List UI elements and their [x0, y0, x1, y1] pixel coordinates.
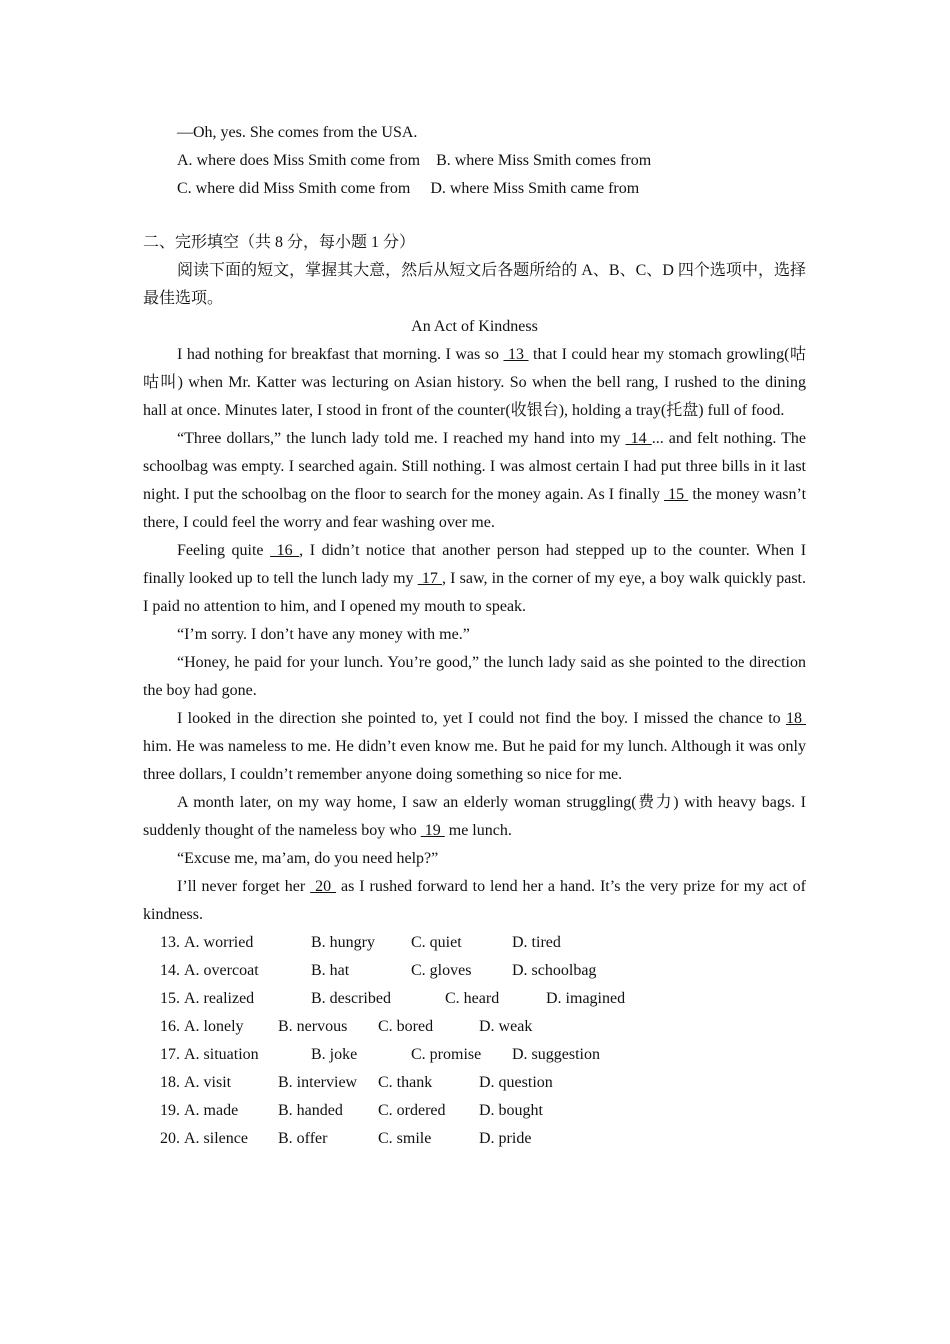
option-a: A. made	[184, 1102, 239, 1119]
option-c: C. ordered	[378, 1102, 446, 1119]
prev-options-cd	[143, 175, 806, 203]
option-b: B. described	[311, 990, 391, 1007]
option-c: C. thank	[378, 1074, 433, 1091]
blank-19: 19	[420, 822, 445, 839]
text: “Three dollars,” the lunch lady told me. I reached my hand into my	[177, 430, 626, 447]
question-number: 13.	[160, 934, 180, 951]
question-number: 20.	[160, 1130, 180, 1147]
text: him. He was nameless to me. He didn’t even know me. But he paid for my lunch. Although it was only three dollars, I couldn’t remember anyone doing something so nice for me.	[143, 738, 806, 783]
question-list	[143, 929, 806, 1153]
blank-16: 16	[270, 542, 300, 559]
passage-paragraph-6	[143, 705, 806, 789]
option-a: A. silence	[184, 1130, 248, 1147]
passage-paragraph-7	[143, 789, 806, 845]
question-row	[143, 957, 806, 985]
passage-paragraph-3	[143, 537, 806, 621]
option-d: D. schoolbag	[512, 962, 597, 979]
option-d: D. pride	[479, 1130, 532, 1147]
question-row	[143, 1097, 806, 1125]
prev-option-b: B. where Miss Smith comes from	[436, 152, 652, 169]
option-c: C. promise	[411, 1046, 482, 1063]
question-number: 14.	[160, 962, 180, 979]
blank-15: 15	[664, 486, 689, 503]
question-row	[143, 1041, 806, 1069]
option-c: C. quiet	[411, 934, 462, 951]
option-b: B. joke	[311, 1046, 358, 1063]
option-b: B. nervous	[278, 1018, 348, 1035]
section-heading: 二、完形填空（共 8 分，每小题 1 分）	[143, 234, 416, 251]
prev-option-d: D. where Miss Smith came from	[430, 180, 640, 197]
option-a: A. situation	[184, 1046, 259, 1063]
text: Feeling quite	[177, 542, 271, 559]
text: I looked in the direction she pointed to, yet I could not find the boy. I missed the chance to	[177, 710, 786, 727]
passage-paragraph-4: “I’m sorry. I don’t have any money with me.”	[177, 626, 470, 643]
prev-option-a: A. where does Miss Smith come from	[177, 152, 421, 169]
text: the money wasn’t there, I could feel the worry and fear washing over me.	[143, 486, 807, 531]
question-row	[143, 1125, 806, 1153]
passage-title: An Act of Kindness	[411, 318, 538, 335]
passage-paragraph-5: “Honey, he paid for your lunch. You’re good,” the lunch lady said as she pointed to the direction the boy had gone.	[143, 654, 806, 699]
option-b: B. offer	[278, 1130, 328, 1147]
passage-paragraph-9	[143, 873, 806, 929]
text: as I rushed forward to lend her a hand. It’s the very prize for my act of kindness.	[143, 878, 807, 923]
text: me lunch.	[444, 822, 512, 839]
option-c: C. gloves	[411, 962, 472, 979]
question-row	[143, 1013, 806, 1041]
option-b: B. hungry	[311, 934, 375, 951]
blank-17: 17	[417, 570, 442, 587]
text: that I could hear my stomach growling(咕咕叫) when Mr. Katter was lecturing on Asian history. So when the bell rang, I rushed to the dining hall at once. Minutes later, I stood in front of the counter(收银台), holding a tray(托盘) full of food.	[143, 346, 806, 419]
question-number: 15.	[160, 990, 180, 1007]
option-a: A. worried	[184, 934, 254, 951]
prev-option-c: C. where did Miss Smith come from	[177, 180, 411, 197]
option-a: A. lonely	[184, 1018, 244, 1035]
option-b: B. hat	[311, 962, 350, 979]
question-number: 18.	[160, 1074, 180, 1091]
option-c: C. bored	[378, 1018, 434, 1035]
option-a: A. realized	[184, 990, 255, 1007]
question-row	[143, 985, 806, 1013]
prev-options-ab	[143, 147, 806, 175]
passage-paragraph-8: “Excuse me, ma’am, do you need help?”	[177, 850, 439, 867]
option-a: A. overcoat	[184, 962, 259, 979]
text: I’ll never forget her	[177, 878, 311, 895]
option-b: B. handed	[278, 1102, 343, 1119]
option-a: A. visit	[184, 1074, 232, 1091]
option-d: D. tired	[512, 934, 561, 951]
option-c: C. heard	[445, 990, 500, 1007]
prev-answer-line: —Oh, yes. She comes from the USA.	[177, 124, 418, 141]
blank-20: 20	[310, 878, 337, 895]
question-row	[143, 929, 806, 957]
section-instruction: 阅读下面的短文，掌握其大意，然后从短文后各题所给的 A、B、C、D 四个选项中，选择最佳选项。	[143, 262, 806, 307]
passage-paragraph-2	[143, 425, 806, 537]
question-number: 17.	[160, 1046, 180, 1063]
question-number: 19.	[160, 1102, 180, 1119]
option-d: D. question	[479, 1074, 553, 1091]
text: , I didn’t notice that another person had stepped up to the counter. When I finally looked up to tell the lunch lady my	[143, 542, 807, 587]
option-d: D. weak	[479, 1018, 533, 1035]
option-c: C. smile	[378, 1130, 432, 1147]
question-row	[143, 1069, 806, 1097]
passage-paragraph-1	[143, 341, 806, 425]
text: , I saw, in the corner of my eye, a boy walk quickly past. I paid no attention to him, and I opened my mouth to speak.	[143, 570, 806, 615]
option-d: D. bought	[479, 1102, 543, 1119]
blank-14: 14	[625, 430, 652, 447]
option-d: D. imagined	[546, 990, 626, 1007]
text: ... and felt nothing. The schoolbag was empty. I searched again. Still nothing. I was almost certain I had put three bills in it last night. I put the schoolbag on the floor to search for the money again. As I finally	[143, 430, 807, 503]
option-d: D. suggestion	[512, 1046, 600, 1063]
blank-13: 13	[503, 346, 529, 363]
question-number: 16.	[160, 1018, 180, 1035]
option-b: B. interview	[278, 1074, 358, 1091]
exam-page	[143, 119, 806, 1153]
text: A month later, on my way home, I saw an elderly woman struggling(费力) with heavy bags. I suddenly thought of the nameless boy who	[143, 794, 806, 839]
blank-18: 18	[786, 710, 806, 727]
text: I had nothing for breakfast that morning. I was so	[177, 346, 504, 363]
